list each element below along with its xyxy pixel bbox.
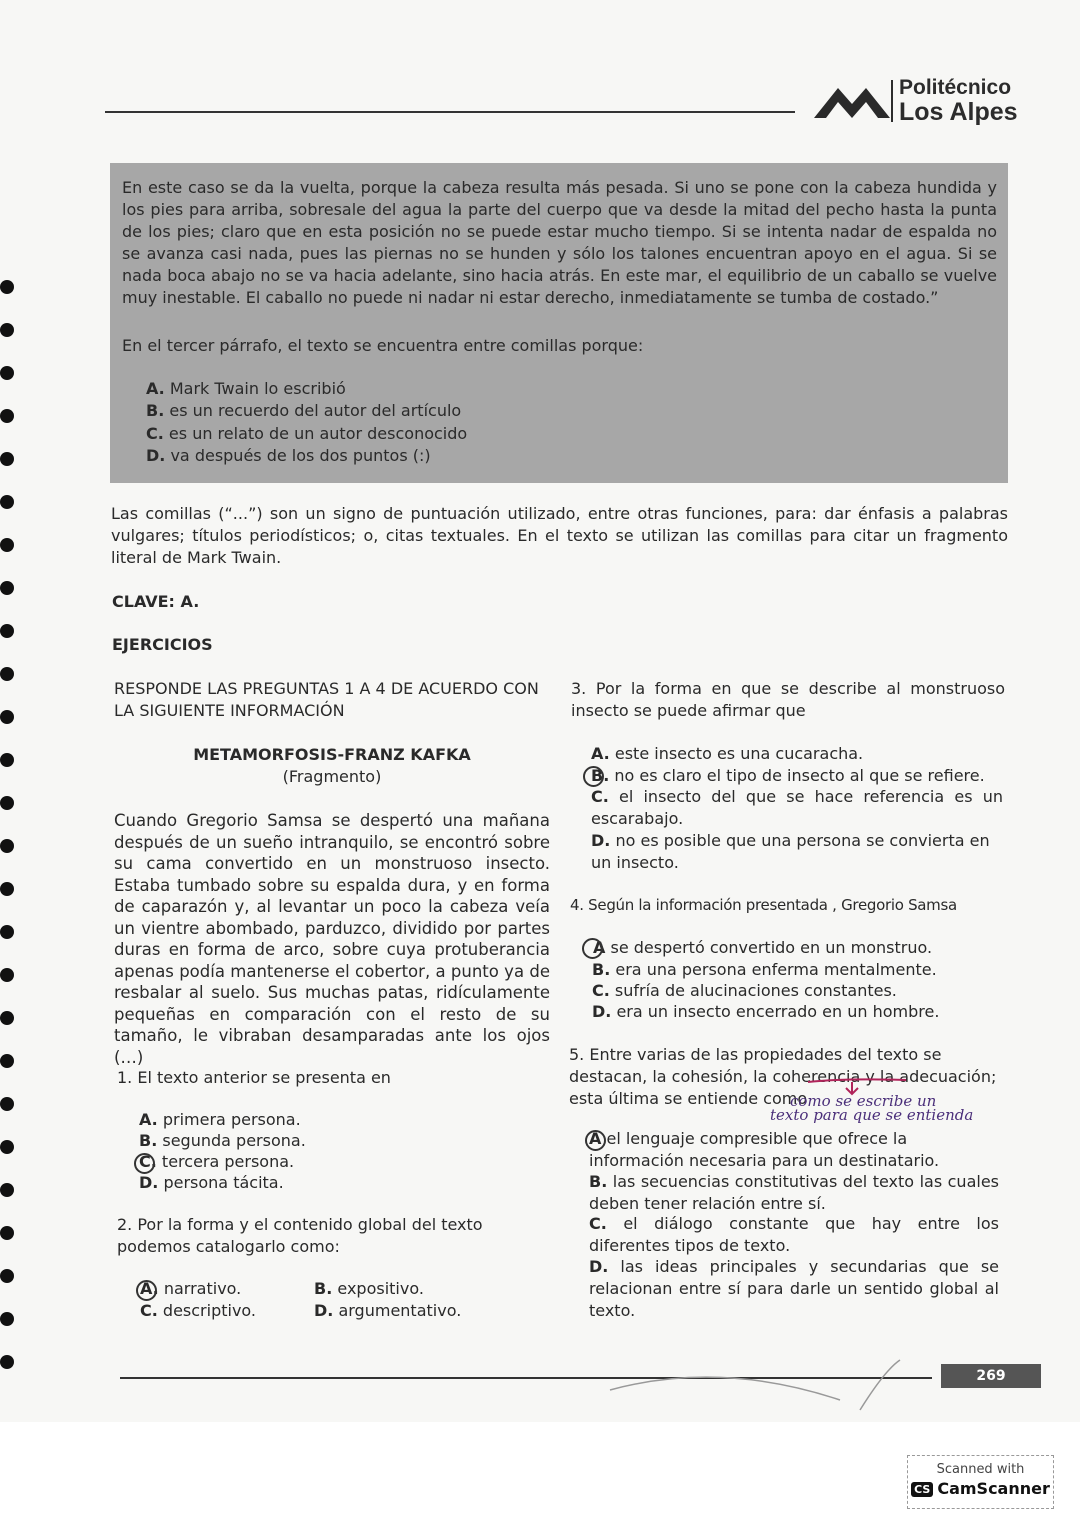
q2-option-d xyxy=(314,1300,461,1322)
spiral-ring xyxy=(0,1312,14,1326)
q1-question: 1. El texto anterior se presenta en xyxy=(117,1068,391,1087)
q4-option-d xyxy=(592,1001,939,1023)
q2-option-c xyxy=(140,1300,256,1322)
option-text: primera persona. xyxy=(162,1110,301,1129)
pencil-scribble xyxy=(600,1350,920,1420)
option-text: segunda persona. xyxy=(162,1131,306,1150)
scanned-with-text: Scanned with xyxy=(936,1462,1025,1477)
q3-option-d xyxy=(591,830,1003,874)
option-text: el lenguaje compresible que ofrece la información necesaria para un destinatario. xyxy=(589,1129,940,1170)
q4-question: 4. Según la información presentada , Gregorio Samsa xyxy=(570,896,957,914)
q2-question: 2. Por la forma y el contenido global del texto podemos catalogarlo como: xyxy=(117,1215,483,1256)
option-letter: C. xyxy=(589,1214,607,1233)
option-text: tercera persona. xyxy=(161,1152,295,1171)
option-text: no es claro el tipo de insecto al que se refiere. xyxy=(614,766,985,785)
q5-option-b xyxy=(589,1171,999,1215)
option-letter: B. xyxy=(146,401,165,420)
option-letter: D. xyxy=(591,831,611,850)
option-letter: A. xyxy=(146,379,165,398)
answer-key: CLAVE: A. xyxy=(112,592,200,611)
spiral-ring xyxy=(0,968,14,982)
box-question: En el tercer párrafo, el texto se encuentra entre comillas porque: xyxy=(122,336,644,355)
option-text: era una persona enferma mentalmente. xyxy=(615,960,937,979)
exercises-heading: EJERCICIOS xyxy=(112,635,213,654)
option-text: persona tácita. xyxy=(163,1173,284,1192)
option-letter: A. xyxy=(139,1110,158,1129)
spiral-ring xyxy=(0,280,14,294)
option-text: narrativo. xyxy=(163,1279,242,1298)
option-text: Mark Twain lo escribió xyxy=(169,379,346,398)
handwritten-note-line-2: texto para que se entienda xyxy=(770,1106,974,1124)
spiral-ring xyxy=(0,882,14,896)
option-letter: B. xyxy=(591,766,610,785)
spiral-ring xyxy=(0,1140,14,1154)
brand-divider xyxy=(891,80,893,122)
q5-selected-circle xyxy=(585,1130,606,1151)
spiral-ring xyxy=(0,538,14,552)
option-letter: C. xyxy=(139,1152,157,1171)
option-letter: B. xyxy=(139,1131,158,1150)
spiral-ring xyxy=(0,1226,14,1240)
option-letter: C. xyxy=(591,787,609,806)
option-letter: B. xyxy=(589,1172,608,1191)
q2-selected-circle xyxy=(136,1280,157,1301)
politecnico-logo-icon xyxy=(812,78,892,124)
q4-option-c xyxy=(592,980,897,1002)
q4-option-a xyxy=(593,937,932,959)
q3-option-c xyxy=(591,786,1003,830)
box-option-c xyxy=(146,423,467,445)
q5-option-a xyxy=(589,1128,1001,1172)
spiral-ring xyxy=(0,925,14,939)
q1-option-a xyxy=(139,1109,301,1131)
q1-option-b xyxy=(139,1130,306,1152)
option-letter: C. xyxy=(146,424,164,443)
option-text: las secuencias constitutivas del texto las cuales deben tener relación entre sí. xyxy=(589,1172,999,1213)
q3-question: 3. Por la forma en que se describe al monstruoso insecto se puede afirmar que xyxy=(571,679,1005,720)
spiral-ring xyxy=(0,839,14,853)
option-letter: A xyxy=(589,1129,602,1148)
spiral-ring xyxy=(0,624,14,638)
option-text: era un insecto encerrado en un hombre. xyxy=(616,1002,940,1021)
option-text: se despertó convertido en un monstruo. xyxy=(610,938,933,957)
camscanner-name: CamScanner xyxy=(937,1479,1050,1498)
handwritten-note-line-1: como se escribe un xyxy=(790,1092,937,1110)
spiral-binding xyxy=(0,280,22,1420)
explanation-text: Las comillas (“...”) son un signo de puntuación utilizado, entre otras funciones, para: dar énfasis a palabras vulgares; títulos periodísticos; o, citas textuales. En el texto se utilizan las comillas para citar un fragmento literal de Mark Twain. xyxy=(111,504,1008,567)
box-paragraph: En este caso se da la vuelta, porque la cabeza resulta más pesada. Si uno se pone con la cabeza hundida y los pies para arriba, sobresale del agua la parte del cuerpo que va desde la mitad del pecho hasta la punta de los pies; claro que en esta posición no se puede estar mucho tiempo. Si se intenta nadar de espalda no se avanza casi nada, pues las piernas no se hunden y sólo los talones encuentran apoyo en el agua. Si se nada boca abajo no se va hacia adelante, sino hacia atrás. En este mar, el equilibrio de un caballo se vuelve muy inestable. El caballo no puede ni nadar ni estar derecho, inmediatamente se tumba de costado.” xyxy=(122,178,997,307)
q3-option-b xyxy=(591,765,985,787)
option-letter: D. xyxy=(589,1257,609,1276)
option-text: sufría de alucinaciones constantes. xyxy=(614,981,897,1000)
option-text: el diálogo constante que hay entre los diferentes tipos de texto. xyxy=(589,1214,999,1255)
spiral-ring xyxy=(0,1011,14,1025)
box-option-a xyxy=(146,378,346,400)
spiral-ring xyxy=(0,710,14,724)
camscanner-logo xyxy=(908,1479,1053,1498)
spiral-ring xyxy=(0,1054,14,1068)
q1-option-d xyxy=(139,1172,284,1194)
spiral-ring xyxy=(0,1097,14,1111)
option-letter: B. xyxy=(592,960,611,979)
spiral-ring xyxy=(0,796,14,810)
option-text: descriptivo. xyxy=(162,1301,257,1320)
q3-option-a xyxy=(591,743,863,765)
option-text: expositivo. xyxy=(337,1279,424,1298)
spiral-ring xyxy=(0,495,14,509)
spiral-ring xyxy=(0,1269,14,1283)
spiral-ring xyxy=(0,581,14,595)
q4-option-b xyxy=(592,959,937,981)
q4-selected-circle xyxy=(582,938,606,959)
option-letter: C. xyxy=(140,1301,158,1320)
q3-selected-circle xyxy=(583,766,604,787)
handwritten-underline xyxy=(806,1076,916,1100)
brand-line-1: Politécnico xyxy=(899,76,1012,99)
option-letter: D. xyxy=(146,446,166,465)
brand-line-2: Los Alpes xyxy=(899,98,1018,126)
box-option-d xyxy=(146,445,431,467)
spiral-ring xyxy=(0,667,14,681)
option-letter: A xyxy=(593,938,606,957)
camscanner-icon: CS xyxy=(911,1482,933,1497)
option-text: el insecto del que se hace referencia es un escarabajo. xyxy=(591,787,1003,828)
spiral-ring xyxy=(0,409,14,423)
option-letter: A. xyxy=(591,744,610,763)
option-letter: A. xyxy=(140,1279,159,1298)
spiral-ring xyxy=(0,1183,14,1197)
q1-option-c xyxy=(139,1151,294,1173)
camscanner-watermark xyxy=(907,1455,1054,1509)
option-letter: C. xyxy=(592,981,610,1000)
option-letter: D. xyxy=(314,1301,334,1320)
option-text: este insecto es una cucaracha. xyxy=(614,744,864,763)
header-rule xyxy=(105,111,795,113)
option-text: es un relato de un autor desconocido xyxy=(168,424,468,443)
option-text: las ideas principales y secundarias que se relacionan entre sí para darle un sentido global al texto. xyxy=(589,1257,999,1320)
box-option-b xyxy=(146,400,461,422)
q5-option-d xyxy=(589,1256,999,1322)
story-subtitle: (Fragmento) xyxy=(282,767,382,786)
spiral-ring xyxy=(0,452,14,466)
q2-option-b xyxy=(314,1278,424,1300)
story-title: METAMORFOSIS-FRANZ KAFKA xyxy=(193,745,471,764)
option-letter: D. xyxy=(592,1002,612,1021)
spiral-ring xyxy=(0,323,14,337)
q5-option-c xyxy=(589,1213,999,1257)
option-text: argumentativo. xyxy=(338,1301,462,1320)
instructions: RESPONDE LAS PREGUNTAS 1 A 4 DE ACUERDO CON LA SIGUIENTE INFORMACIÓN xyxy=(114,679,539,720)
q1-selected-circle xyxy=(134,1153,155,1174)
spiral-ring xyxy=(0,753,14,767)
q5-question: 5. Entre varias de las propiedades del texto se destacan, la cohesión, la coherencia y la adecuación; esta última se entiende como xyxy=(569,1045,997,1108)
option-text: va después de los dos puntos (:) xyxy=(170,446,431,465)
option-letter: B. xyxy=(314,1279,333,1298)
spiral-ring xyxy=(0,1355,14,1369)
option-text: no es posible que una persona se convierta en un insecto. xyxy=(591,831,990,872)
option-text: es un recuerdo del autor del artículo xyxy=(169,401,462,420)
brand-name xyxy=(899,76,1018,124)
story-text: Cuando Gregorio Samsa se despertó una mañana después de un sueño intranquilo, se encontró sobre su cama convertido en un monstruoso insecto. Estaba tumbado sobre su espalda dura, y en forma de caparazón y, al levantar un poco la cabeza veía un vientre abombado, parduzco, dividido por partes duras en forma de arco, sobre cuya protuberancia apenas podía mantenerse el cobertor, a punto ya de resbalar al suelo. Sus muchas patas, ridículamente pequeñas en comparación con el resto de su tamaño, le vibraban desamparadas ante los ojos (…) xyxy=(114,811,550,1067)
page-number: 269 xyxy=(941,1364,1041,1388)
spiral-ring xyxy=(0,366,14,380)
option-letter: D. xyxy=(139,1173,159,1192)
